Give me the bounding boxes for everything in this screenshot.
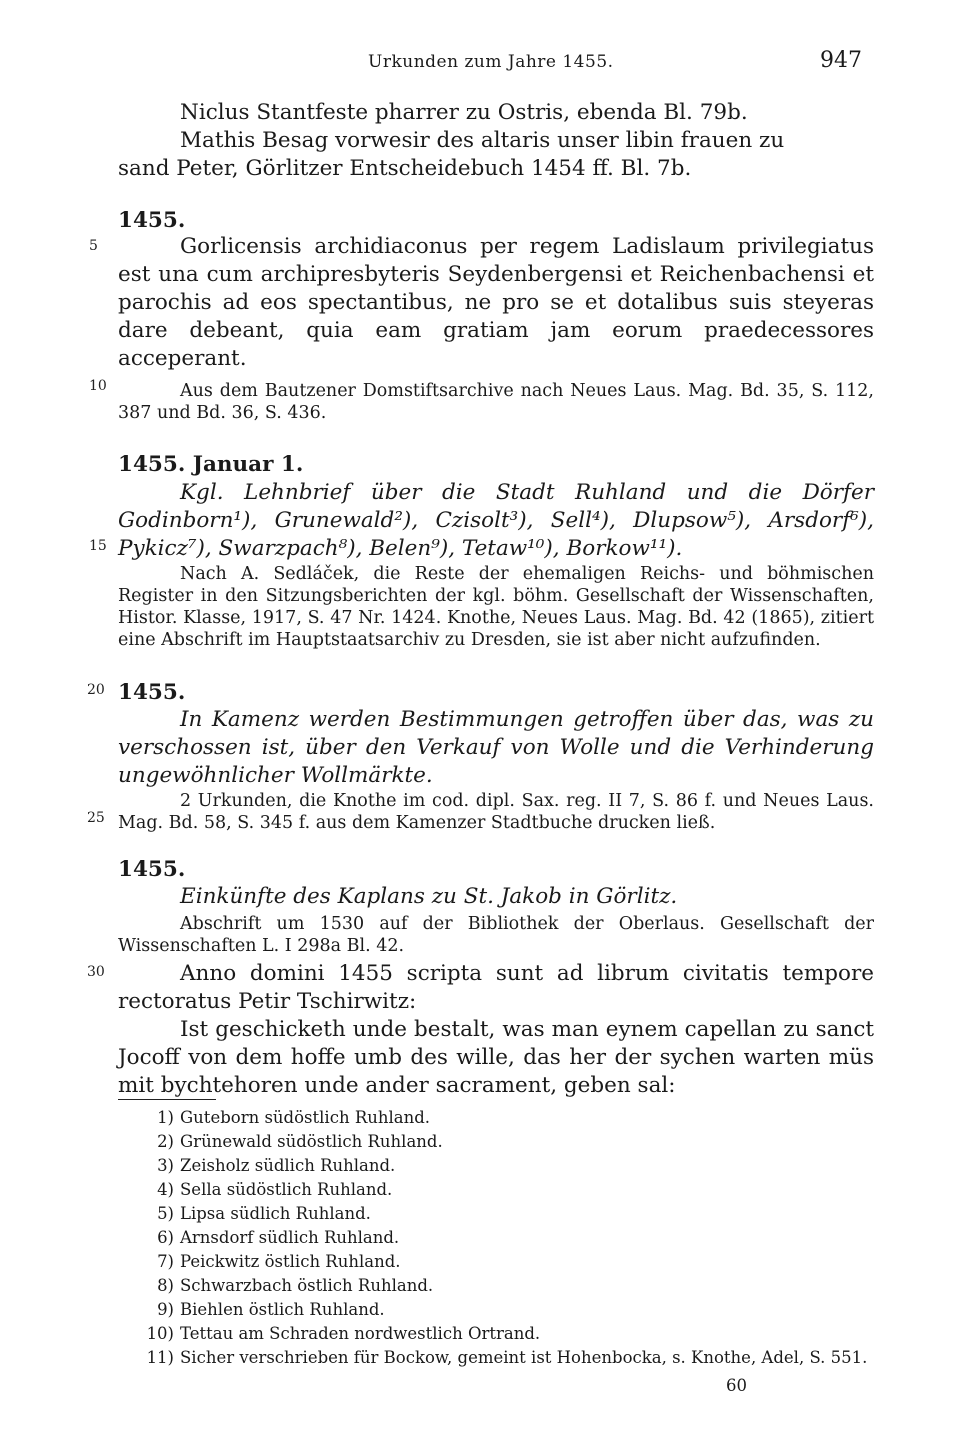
intro-line-1: Niclus Stantfeste pharrer zu Ostris, ebenda Bl. 79b. [180,100,748,125]
footnote-mark: 1) [157,1108,174,1127]
entry-4-source: Abschrift um 1530 auf der Bibliothek der Oberlaus. Gesellschaft der Wissenschaften L. I 298a Bl. 42. [118,914,874,956]
entry-4-paragraph-2: Ist geschicketh unde bestalt, was man eynem capellan zu sanct Jocoff von dem hoffe umb des wille, das her der sychen warten müs mit bychtehoren unde ander sacrament, geben sal: [118,1017,874,1098]
footnote [140,1226,880,1250]
footnote-text: Arnsdorf südlich Ruhland. [180,1228,400,1247]
footnotes [140,1106,880,1370]
footnote-mark: 4) [157,1180,174,1199]
line-number-20: 20 [87,682,105,698]
footnote-text: Grünewald südöstlich Ruhland. [180,1132,443,1151]
entry-1-source: Aus dem Bautzener Domstiftsarchive nach Neues Laus. Mag. Bd. 35, S. 112, 387 und Bd. 36, S. 436. [118,381,874,423]
footnote-text: Biehlen östlich Ruhland. [180,1300,385,1319]
footnote-text: Guteborn südöstlich Ruhland. [180,1108,431,1127]
line-number-30: 30 [87,964,105,980]
footnote-text: Peickwitz östlich Ruhland. [180,1252,401,1271]
entry-1-year: 1455. [118,208,186,233]
footnote-text: Sicher verschrieben für Bockow, gemeint ist Hohenbocka, s. Knothe, Adel, S. 551. [180,1348,868,1367]
footnote [140,1250,880,1274]
footnote-mark: 9) [157,1300,174,1319]
signature-mark: 60 [726,1376,747,1395]
footnote-text: Zeisholz südlich Ruhland. [180,1156,396,1175]
footnote [140,1202,880,1226]
running-title: Urkunden zum Jahre 1455. [368,52,614,72]
line-number-10: 10 [89,378,107,394]
intro-line-2: Mathis Besag vorwesir des altaris unser libin frauen zu [180,128,785,153]
footnote [140,1298,880,1322]
footnote-mark: 11) [146,1348,174,1367]
line-number-15: 15 [89,538,107,554]
footnote-text: Tettau am Schraden nordwestlich Ortrand. [180,1324,541,1343]
footnote [140,1130,880,1154]
entry-3-source: 2 Urkunden, die Knothe im cod. dipl. Sax. reg. II 7, S. 86 f. und Neues Laus. Mag. Bd. 58, S. 345 f. aus dem Kamenzer Stadtbuche drucken ließ. [118,791,874,833]
entry-3-text: In Kamenz werden Bestimmungen getroffen über das, was zu verschossen ist, über den Verkauf von Wolle und die Verhinderung ungewöhnlicher Wollmärkte. [118,707,874,788]
footnote-separator [118,1099,216,1100]
footnote-mark: 3) [157,1156,174,1175]
entry-4-paragraph-1: Anno domini 1455 scripta sunt ad librum civitatis tempore rectoratus Petir Tschirwitz: [118,961,874,1014]
page-number: 947 [820,48,862,73]
footnote [140,1346,880,1370]
footnote-mark: 5) [157,1204,174,1223]
entry-4-title: Einkünfte des Kaplans zu St. Jakob in Görlitz. [180,884,678,909]
footnote [140,1274,880,1298]
intro-line-3: sand Peter, Görlitzer Entscheidebuch 1454 ff. Bl. 7b. [118,156,692,181]
line-number-5: 5 [89,238,98,254]
footnote-mark: 7) [157,1252,174,1271]
footnote [140,1178,880,1202]
entry-2-source: Nach A. Sedláček, die Reste der ehemaligen Reichs- und böhmischen Register in den Sitzungsberichten der kgl. böhm. Gesellschaft der Wissenschaften, Histor. Klasse, 1917, S. 47 Nr. 1424. Knothe, Neues Laus. Mag. Bd. 42 (1865), zitiert eine Abschrift im Hauptstaatsarchiv zu Dresden, sie ist aber nicht aufzufinden. [118,564,874,650]
entry-2-date: 1455. Januar 1. [118,452,304,477]
footnote-text: Schwarzbach östlich Ruhland. [180,1276,434,1295]
entry-1-text: Gorlicensis archidiaconus per regem Ladislaum privilegiatus est una cum archipresbyteris Seydenbergensi et Reichenbachensi et parochis ad eos spectantibus, ne pro se et dotalibus suis steyeras dare debeant, quia eam gratiam jam eorum praedecessores acceperant. [118,234,874,371]
footnote [140,1322,880,1346]
footnote-text: Sella südöstlich Ruhland. [180,1180,393,1199]
entry-2-text: Kgl. Lehnbrief über die Stadt Ruhland und die Dörfer Godinborn¹), Grunewald²), Czisolt³), Sell⁴), Dlupsow⁵), Arsdorf⁶), Pykicz⁷), Swarzpach⁸), Belen⁹), Tetaw¹⁰), Borkow¹¹). [118,480,874,561]
entry-4-year: 1455. [118,857,186,882]
footnote [140,1106,880,1130]
footnote-mark: 10) [146,1324,174,1343]
footnote [140,1154,880,1178]
footnote-mark: 8) [157,1276,174,1295]
line-number-25: 25 [87,810,105,826]
footnote-mark: 2) [157,1132,174,1151]
footnote-text: Lipsa südlich Ruhland. [180,1204,371,1223]
entry-3-year: 1455. [118,680,186,705]
footnote-mark: 6) [157,1228,174,1247]
